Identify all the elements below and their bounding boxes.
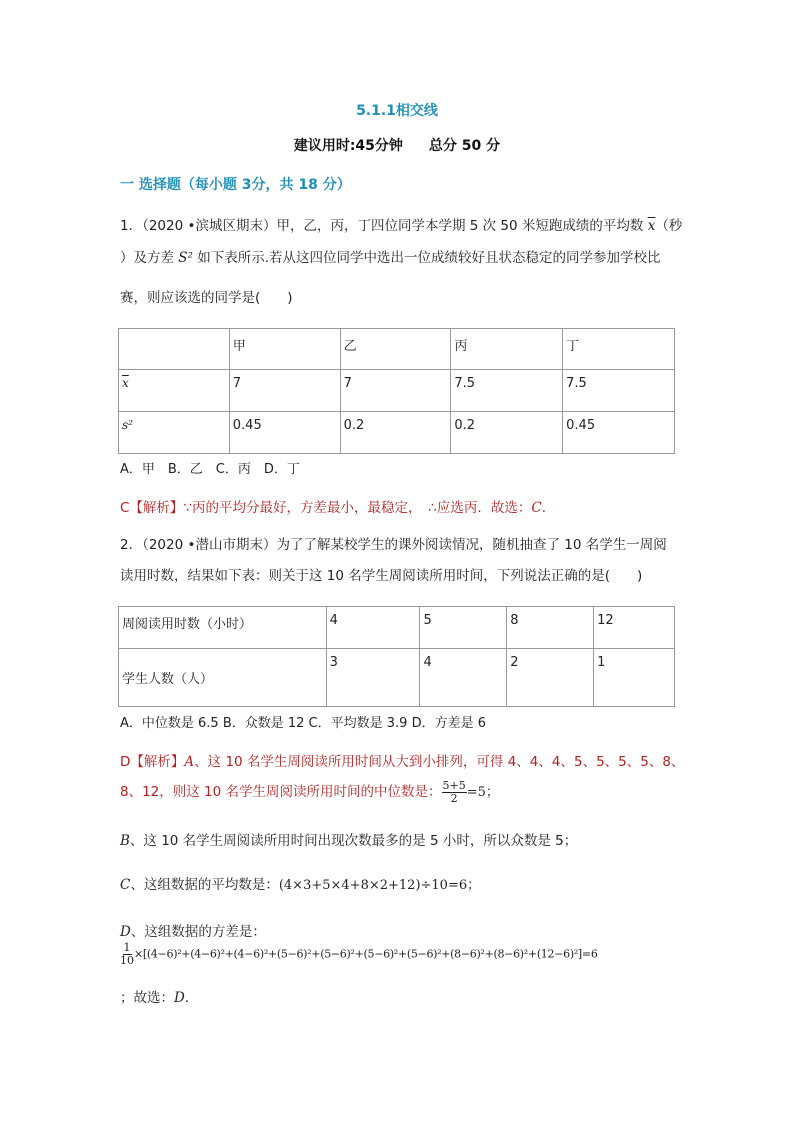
q1-text-2a: ）及方差 — [120, 250, 179, 266]
sol-a-line2: 8、12，则这 10 名学生周阅读所用时间的中位数是： — [120, 784, 442, 801]
sol-a-text: 、这 10 名学生周阅读所用时间从大到小排列，可得 4、4、4、5、5、5、5、8、 — [194, 754, 685, 770]
sol-d-text: 、这组数据的方差是： — [130, 924, 266, 940]
answer-text: ∵丙的平均分最好，方差最小，最稳定， ∴应选丙．故选： — [183, 500, 532, 516]
q1-table-row — [119, 370, 675, 412]
sol-letter: A — [184, 754, 195, 770]
q2-table-row — [119, 649, 675, 707]
q1-cell: 0.45 — [563, 412, 675, 454]
sol-end-dot: ． — [184, 990, 199, 1006]
sol-a-result: =5； — [466, 785, 499, 801]
q2-sol-c — [120, 873, 480, 893]
score-label: 总分 50 分 — [428, 138, 501, 154]
q1-cell: 7 — [229, 370, 340, 412]
q1-cell: 乙 — [340, 329, 451, 370]
xbar-cell: $\overline{x}$ — [122, 376, 129, 390]
section-title: 一 选择题（每小题 3分，共 18 分） — [120, 177, 351, 193]
sol-c-text: 、这组数据的平均数是： — [130, 877, 279, 893]
q1-cell: 0.45 — [229, 412, 340, 454]
q1-cell — [119, 412, 230, 454]
q1-cell — [119, 329, 230, 370]
frac-num: 1 — [123, 941, 131, 954]
sol-end-choice: D — [174, 990, 185, 1006]
q1-text-1: 1．（2020 •滨城区期末）甲，乙，丙，丁四位同学本学期 5 次 50 米短跑成绩的平均数 — [120, 218, 648, 234]
q2-cell: 12 — [594, 607, 675, 649]
q1-line3: 赛，则应该选的同学是( ) — [120, 290, 293, 306]
q1-table — [118, 328, 675, 454]
sol-c-math: (4×3+5×4+8×2+12)÷10=6； — [278, 878, 481, 893]
q1-text-2b: 如下表所示.若从这四位同学中选出一位成绩较好且状态稳定的同学参加学校比 — [192, 250, 661, 266]
q2-cell: 周阅读用时数（小时） — [119, 607, 327, 649]
s2-cell: s² — [122, 418, 133, 432]
answer-end: ． — [541, 500, 556, 516]
frac-den: 10 — [120, 953, 134, 967]
q1-answer — [120, 496, 555, 516]
q1-cell: 甲 — [229, 329, 340, 370]
time-score-line — [0, 135, 794, 155]
q2-table-row — [119, 607, 675, 649]
q1-cell — [119, 370, 230, 412]
q1-cell: 0.2 — [451, 412, 563, 454]
q2-cell: 5 — [420, 607, 507, 649]
xbar-symbol: $\overline{x}$ — [647, 218, 656, 234]
q1-table-row — [119, 412, 675, 454]
q1-cell: 7 — [340, 370, 451, 412]
variance-fraction — [120, 942, 134, 966]
q2-variance-formula — [120, 942, 598, 966]
s2-symbol: S² — [178, 250, 193, 266]
q1-cell: 丙 — [451, 329, 563, 370]
q1-table-header — [119, 329, 675, 370]
q2-answer-line1 — [120, 750, 684, 770]
answer-label: C【解析】 — [120, 500, 184, 516]
q2-cell: 4 — [420, 649, 507, 707]
q2-cell: 8 — [507, 607, 594, 649]
q1-line2 — [120, 246, 661, 266]
q1-text-1-end: （秒 — [655, 218, 683, 234]
q1-cell: 丁 — [563, 329, 675, 370]
sol-b-text: 、这 10 名学生周阅读所用时间出现次数最多的是 5 小时，所以众数是 5； — [129, 833, 578, 849]
frac-num: 5+5 — [442, 779, 466, 792]
frac-den: 2 — [450, 791, 458, 805]
answer-label: D【解析】 — [120, 754, 185, 770]
sol-letter: B — [120, 833, 130, 849]
q1-cell: 0.2 — [340, 412, 451, 454]
q2-options: A．中位数是 6.5 B．众数是 12 C．平均数是 3.9 D．方差是 6 — [120, 716, 486, 731]
sol-letter: C — [120, 877, 131, 893]
q2-cell: 2 — [507, 649, 594, 707]
q2-sol-b — [120, 829, 577, 849]
sol-end-text: ；故选： — [120, 990, 174, 1006]
sol-letter: D — [120, 924, 131, 940]
page-title: 5.1.1相交线 — [356, 103, 438, 119]
variance-math: ×[(4−6)²+(4−6)²+(4−6)²+(5−6)²+(5−6)²+(5−6)²+(5−6)²+(8−6)²+(8−6)²+(12−6)²]=6 — [134, 947, 598, 961]
time-label: 建议用时:45分钟 — [293, 138, 403, 154]
q2-answer-line2 — [120, 780, 499, 804]
q2-line2: 读用时数，结果如下表：则关于这 10 名学生周阅读所用时间，下列说法正确的是( ) — [120, 568, 643, 584]
q1-cell: 7.5 — [451, 370, 563, 412]
q2-line1: 2．（2020 •潜山市期末）为了了解某校学生的课外阅读情况，随机抽查了 10 名学生一周阅 — [120, 537, 667, 553]
q1-cell: 7.5 — [563, 370, 675, 412]
q2-sol-end — [120, 986, 198, 1006]
answer-choice: C — [531, 500, 542, 516]
q1-line1 — [120, 214, 682, 234]
q2-table — [118, 606, 675, 707]
q2-cell: 学生人数（人） — [119, 649, 327, 707]
q2-cell: 4 — [326, 607, 420, 649]
q2-sol-d — [120, 920, 266, 940]
q1-options: A．甲 B．乙 C．丙 D．丁 — [120, 462, 300, 477]
q2-cell: 3 — [326, 649, 420, 707]
median-fraction — [442, 780, 467, 804]
q2-cell: 1 — [594, 649, 675, 707]
